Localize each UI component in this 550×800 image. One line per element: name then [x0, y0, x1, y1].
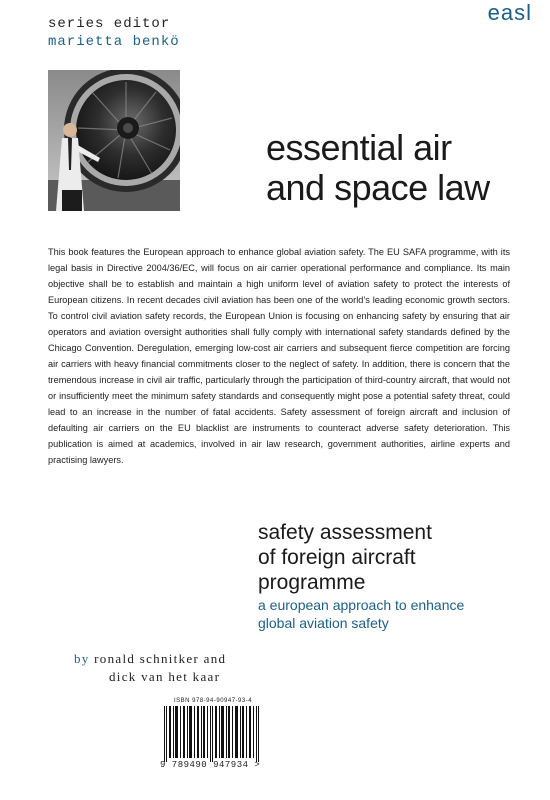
jet-engine-pilot-image	[48, 70, 180, 211]
series-title	[266, 128, 490, 208]
book-title-line: programme	[258, 571, 366, 594]
barcode	[162, 706, 264, 762]
authors-line: ronald schnitker and	[94, 651, 227, 666]
series-editor-label: series editor	[48, 16, 171, 32]
byline-by: by	[74, 651, 90, 666]
book-title-line: of foreign aircraft	[258, 546, 416, 569]
book-subtitle	[258, 596, 464, 632]
publisher-logo: easl	[487, 0, 532, 25]
series-title-line: essential air	[266, 127, 452, 168]
series-editor-name: marietta benkö	[48, 34, 180, 50]
barcode-digits: 9 789490 947934 >	[160, 760, 261, 770]
series-title-line: and space law	[266, 167, 490, 208]
book-title-line: safety assessment	[258, 521, 432, 544]
book-subtitle-line: a european approach to enhance	[258, 597, 465, 613]
authors-line: dick van het kaar	[109, 669, 221, 684]
cover-photo	[48, 70, 180, 211]
isbn-text: ISBN 978-94-90947-93-4	[174, 698, 253, 704]
book-title	[258, 520, 432, 595]
book-subtitle-line: global aviation safety	[258, 615, 389, 631]
author-byline	[74, 650, 226, 686]
book-description: This book features the European approach to enhance global aviation safety. The EU SAFA programme, with its legal basis in Directive 2004/36/EC, will focus on air carrier operational performance and compliance. Its main objective shall be to establish and maintain a high uniform level of aviation safety to protect the interests of European citizens. In recent decades civil aviation has been one of the world’s leading economic growth sectors. To control civil aviation safety records, the European Union is focusing on enhancing safety by ensuring that air operators and aviation oversight authorities shall fully comply with international safety standards defined by the Chicago Convention. Deregulation, emerging low-cost air carriers and subsequent fierce competition are forcing air carriers with heavy financial commitments closer to the neglect of safety. In addition, there is concern that the tremendous increase in civil air traffic, particularly through the participation of third-country aircraft, that would not or insufficiently meet the minimum safety standards and consequently might pose a potential safety threat, could lead to an increase in the number of fatal accidents. Safety assessment of foreign aircraft and inclusion of defaulting air carriers on the EU blacklist are instruments to counteract adverse safety deterioration. This publication is aimed at academics, involved in air law research, government authorities, airline experts and practising lawyers.	[48, 247, 510, 465]
